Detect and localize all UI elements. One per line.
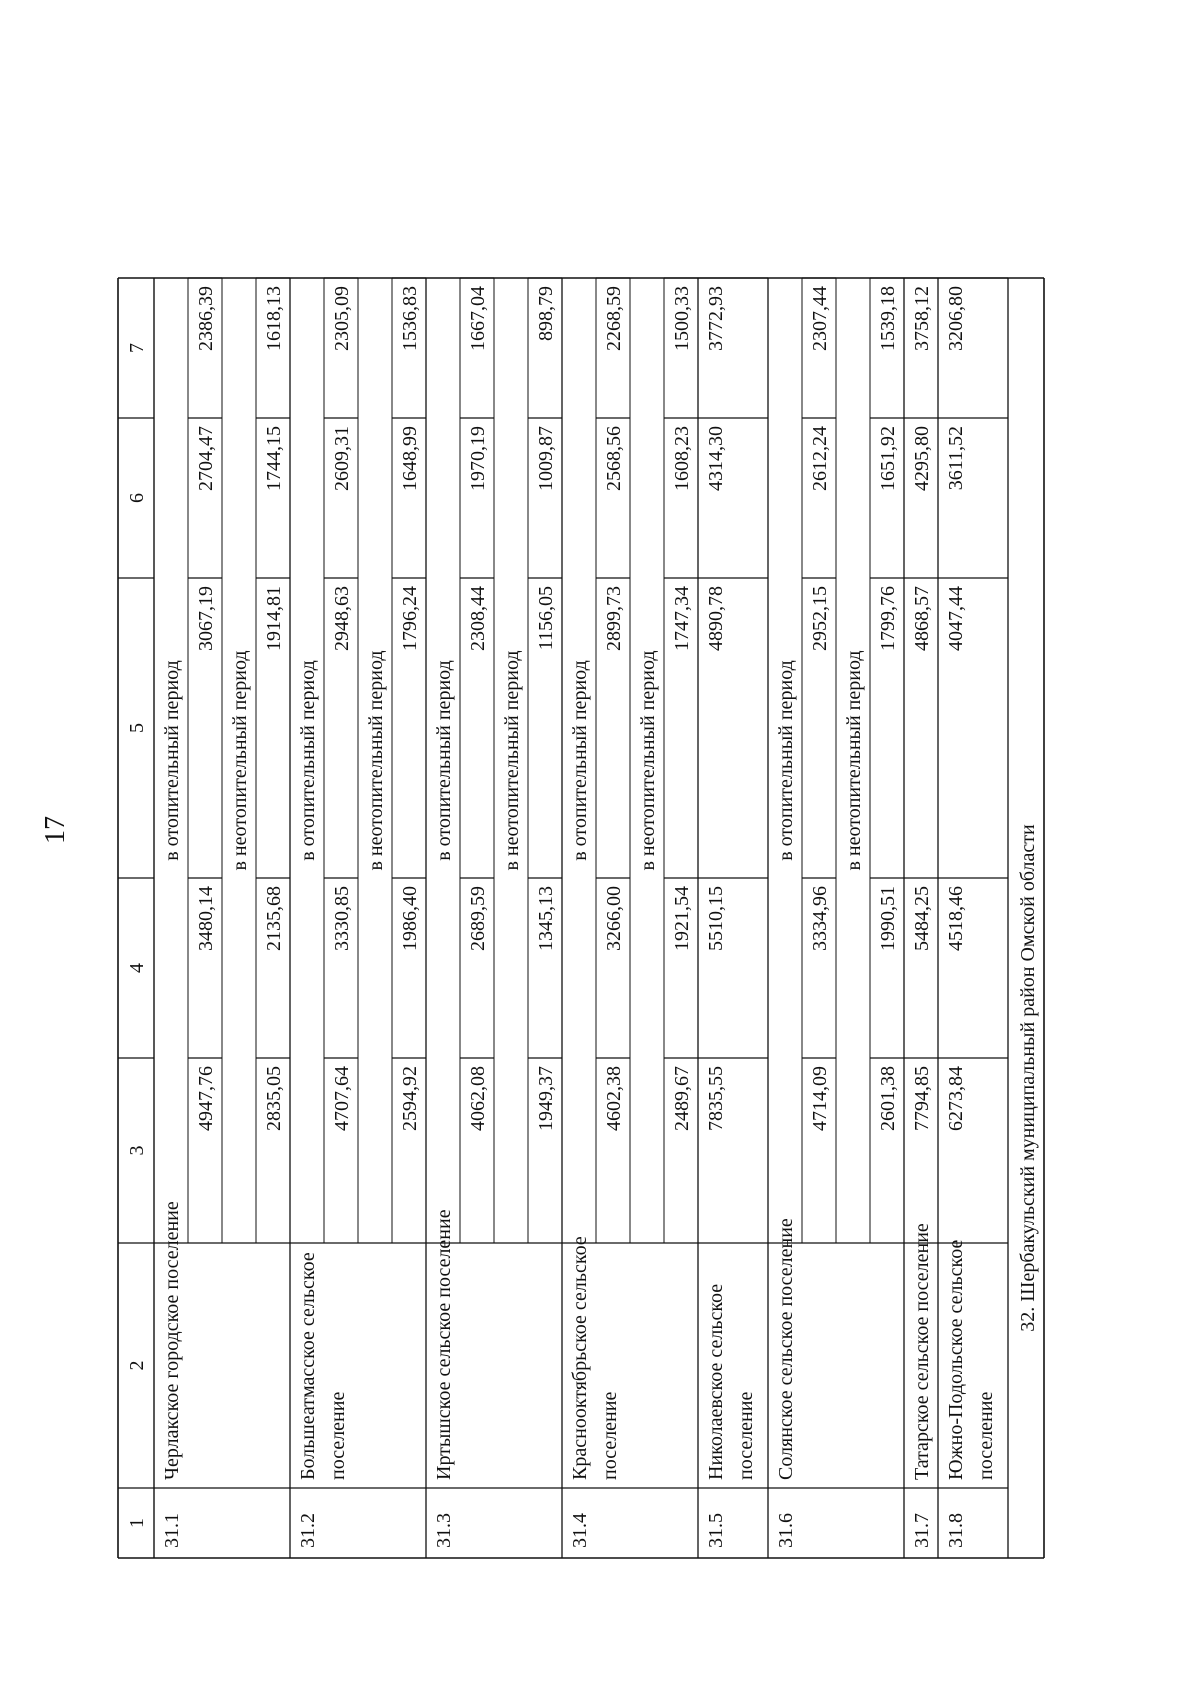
settlement-name: Татарское сельское поселение [911,1223,933,1480]
column-header-6: 6 [126,493,148,503]
period-label-heating: в отопительный период [775,660,797,861]
value-cell: 2305,09 [331,286,353,351]
settlement-name: Краснооктябрьское сельское [569,1236,591,1480]
value-cell: 4314,30 [705,426,727,491]
column-header-4: 4 [126,963,148,973]
row-number: 31.6 [775,1513,797,1548]
value-cell: 4047,44 [945,586,967,651]
value-cell: 1156,05 [535,586,557,651]
period-label-non-heating: в неотопительный период [365,650,387,871]
settlement-name: Николаевское сельское [705,1283,727,1480]
value-cell: 4714,09 [809,1066,831,1131]
column-header-5: 5 [126,723,148,733]
column-header-7: 7 [126,343,148,353]
value-cell: 2307,44 [809,286,831,351]
value-cell: 1744,15 [263,426,285,491]
value-cell: 4602,38 [603,1066,625,1131]
value-cell: 7794,85 [911,1066,933,1131]
period-label-heating: в отопительный период [161,660,183,861]
value-cell: 2308,44 [467,586,489,651]
value-cell: 1796,24 [399,586,421,651]
value-cell: 1747,34 [671,586,693,651]
value-cell: 1921,54 [671,886,693,951]
settlement-name: поселение [599,1391,621,1480]
value-cell: 3772,93 [705,286,727,351]
value-cell: 1651,92 [877,426,899,491]
value-cell: 2568,56 [603,426,625,491]
value-cell: 3330,85 [331,886,353,951]
value-cell: 1799,76 [877,586,899,651]
value-cell: 7835,55 [705,1066,727,1131]
period-label-non-heating: в неотопительный период [501,650,523,871]
value-cell: 2601,38 [877,1066,899,1131]
value-cell: 1990,51 [877,886,899,951]
value-cell: 4947,76 [195,1066,217,1131]
value-cell: 1009,87 [535,426,557,491]
value-cell: 2835,05 [263,1066,285,1131]
value-cell: 2948,63 [331,586,353,651]
value-cell: 3206,80 [945,286,967,351]
settlement-name: поселение [975,1391,997,1480]
value-cell: 2135,68 [263,886,285,951]
value-cell: 4295,80 [911,426,933,491]
value-cell: 1667,04 [467,286,489,351]
value-cell: 1500,33 [671,286,693,351]
row-number: 31.4 [569,1513,591,1548]
column-header-3: 3 [126,1145,148,1156]
value-cell: 1970,19 [467,426,489,491]
value-cell: 2689,59 [467,886,489,951]
row-number: 31.7 [911,1513,933,1548]
value-cell: 2612,24 [809,426,831,491]
settlement-name: Солянское сельское поселение [775,1218,797,1480]
value-cell: 2952,15 [809,586,831,651]
value-cell: 5484,25 [911,886,933,951]
value-cell: 1536,83 [399,286,421,351]
period-label-heating: в отопительный период [433,660,455,861]
value-cell: 1345,13 [535,886,557,951]
period-label-heating: в отопительный период [297,660,319,861]
period-label-heating: в отопительный период [569,660,591,861]
settlement-name: поселение [735,1391,757,1480]
section-heading: 32. Шербакульский муниципальный район Омской области [1017,824,1039,1332]
value-cell: 4062,08 [467,1066,489,1131]
row-number: 31.1 [161,1513,183,1548]
value-cell: 2609,31 [331,426,353,491]
value-cell: 2594,92 [399,1066,421,1131]
value-cell: 898,79 [535,286,557,341]
value-cell: 1914,81 [263,586,285,651]
value-cell: 3611,52 [945,426,967,491]
period-label-non-heating: в неотопительный период [229,650,251,871]
value-cell: 6273,84 [945,1066,967,1131]
value-cell: 1608,23 [671,426,693,491]
settlement-name: поселение [327,1391,349,1480]
settlement-name: Южно-Подольское сельское [945,1239,967,1480]
column-header-2: 2 [126,1360,148,1371]
value-cell: 2268,59 [603,286,625,351]
row-number: 31.3 [433,1513,455,1548]
value-cell: 2899,73 [603,586,625,651]
value-cell: 1949,37 [535,1066,557,1131]
value-cell: 3480,14 [195,886,217,951]
period-label-non-heating: в неотопительный период [637,650,659,871]
settlement-name: Черлакское городское поселение [161,1201,183,1480]
row-number: 31.8 [945,1513,967,1548]
value-cell: 3067,19 [195,586,217,651]
value-cell: 4518,46 [945,886,967,951]
value-cell: 3266,00 [603,886,625,951]
value-cell: 2704,47 [195,426,217,491]
value-cell: 2386,39 [195,286,217,351]
value-cell: 1539,18 [877,286,899,351]
settlement-name: Иртышское сельское поселение [433,1209,455,1480]
row-number: 31.2 [297,1513,319,1548]
page-number: 17 [40,816,71,844]
value-cell: 4868,57 [911,586,933,651]
value-cell: 2489,67 [671,1066,693,1131]
value-cell: 4890,78 [705,586,727,651]
column-header-1: 1 [126,1518,148,1528]
value-cell: 3758,12 [911,286,933,351]
settlement-name: Большеатмасское сельское [297,1252,319,1480]
period-label-non-heating: в неотопительный период [843,650,865,871]
value-cell: 3334,96 [809,886,831,951]
value-cell: 1648,99 [399,426,421,491]
value-cell: 1618,13 [263,286,285,351]
value-cell: 1986,40 [399,886,421,951]
value-cell: 4707,64 [331,1066,353,1131]
row-number: 31.5 [705,1513,727,1548]
value-cell: 5510,15 [705,886,727,951]
